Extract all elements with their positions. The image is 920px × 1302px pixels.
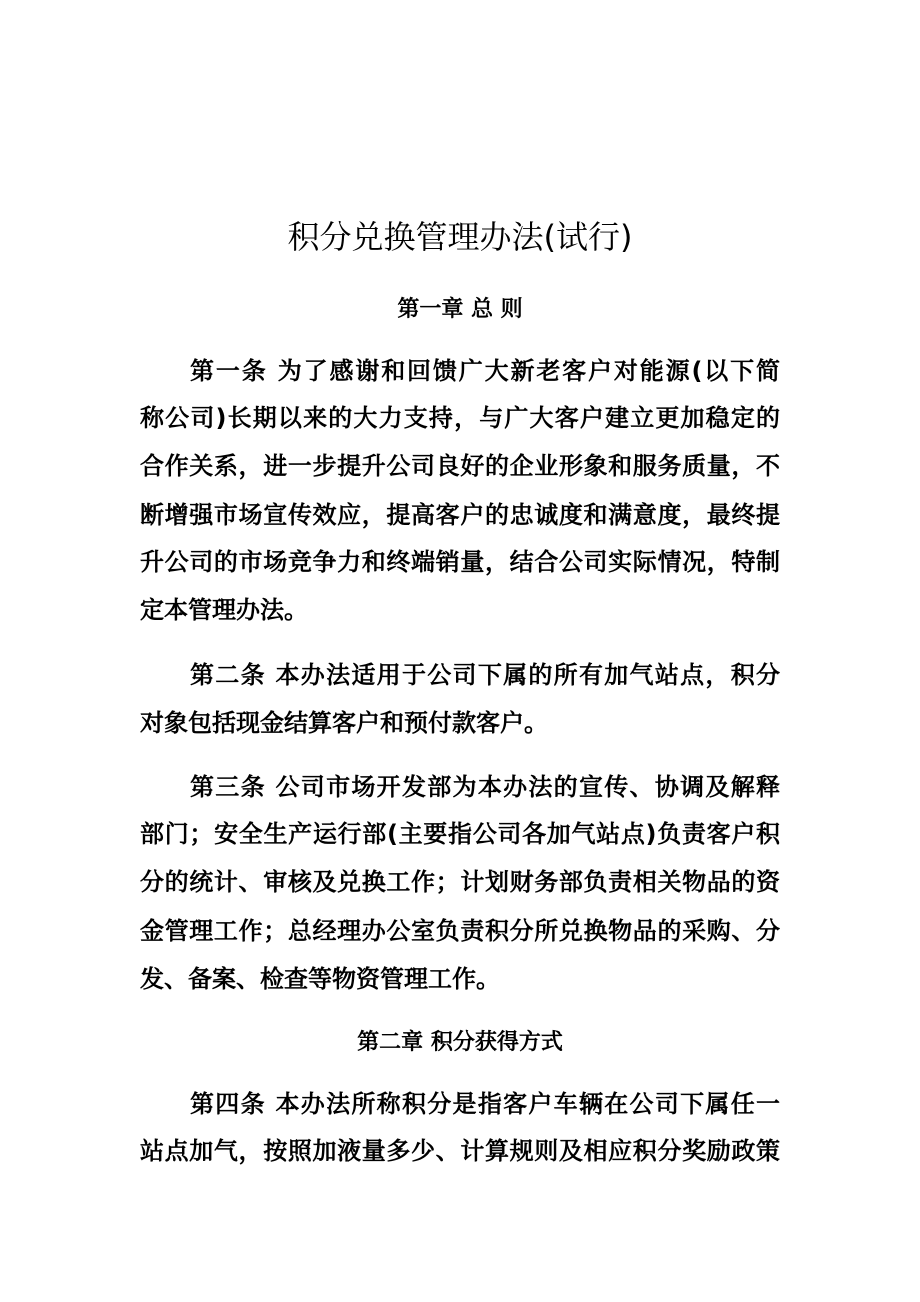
chapter-2-heading: 第二章 积分获得方式 xyxy=(357,1030,563,1055)
article-1-line: 第一条 为了感谢和回馈广大新老客户对能源(以下简 xyxy=(190,357,780,385)
article-1-line: 断增强市场宣传效应，提高客户的忠诚度和满意度，最终提 xyxy=(140,501,780,529)
article-3-line: 发、备案、检查等物资管理工作。 xyxy=(140,965,500,993)
article-3-line: 第三条 公司市场开发部为本办法的宣传、协调及解释 xyxy=(190,773,780,801)
article-4-line: 第四条 本办法所称积分是指客户车辆在公司下属任一 xyxy=(190,1090,780,1118)
article-1-line: 升公司的市场竞争力和终端销量，结合公司实际情况，特制 xyxy=(140,548,780,576)
article-2-line: 第二条 本办法适用于公司下属的所有加气站点，积分 xyxy=(190,661,780,689)
article-1-line: 称公司)长期以来的大力支持，与广大客户建立更加稳定的 xyxy=(140,404,780,432)
article-3-line: 金管理工作；总经理办公室负责积分所兑换物品的采购、分 xyxy=(140,917,780,945)
article-1-line: 合作关系，进一步提升公司良好的企业形象和服务质量，不 xyxy=(140,452,780,480)
chapter-1-heading: 第一章 总 则 xyxy=(397,297,523,322)
article-3-line: 分的统计、审核及兑换工作；计划财务部负责相关物品的资 xyxy=(140,868,780,896)
article-4-line: 站点加气，按照加液量多少、计算规则及相应积分奖励政策 xyxy=(140,1137,780,1165)
article-3-line: 部门；安全生产运行部(主要指公司各加气站点)负责客户积 xyxy=(140,820,780,848)
document-title: 积分兑换管理办法(试行) xyxy=(287,218,633,256)
article-2-line: 对象包括现金结算客户和预付款客户。 xyxy=(140,709,548,737)
article-1-line: 定本管理办法。 xyxy=(140,596,308,624)
